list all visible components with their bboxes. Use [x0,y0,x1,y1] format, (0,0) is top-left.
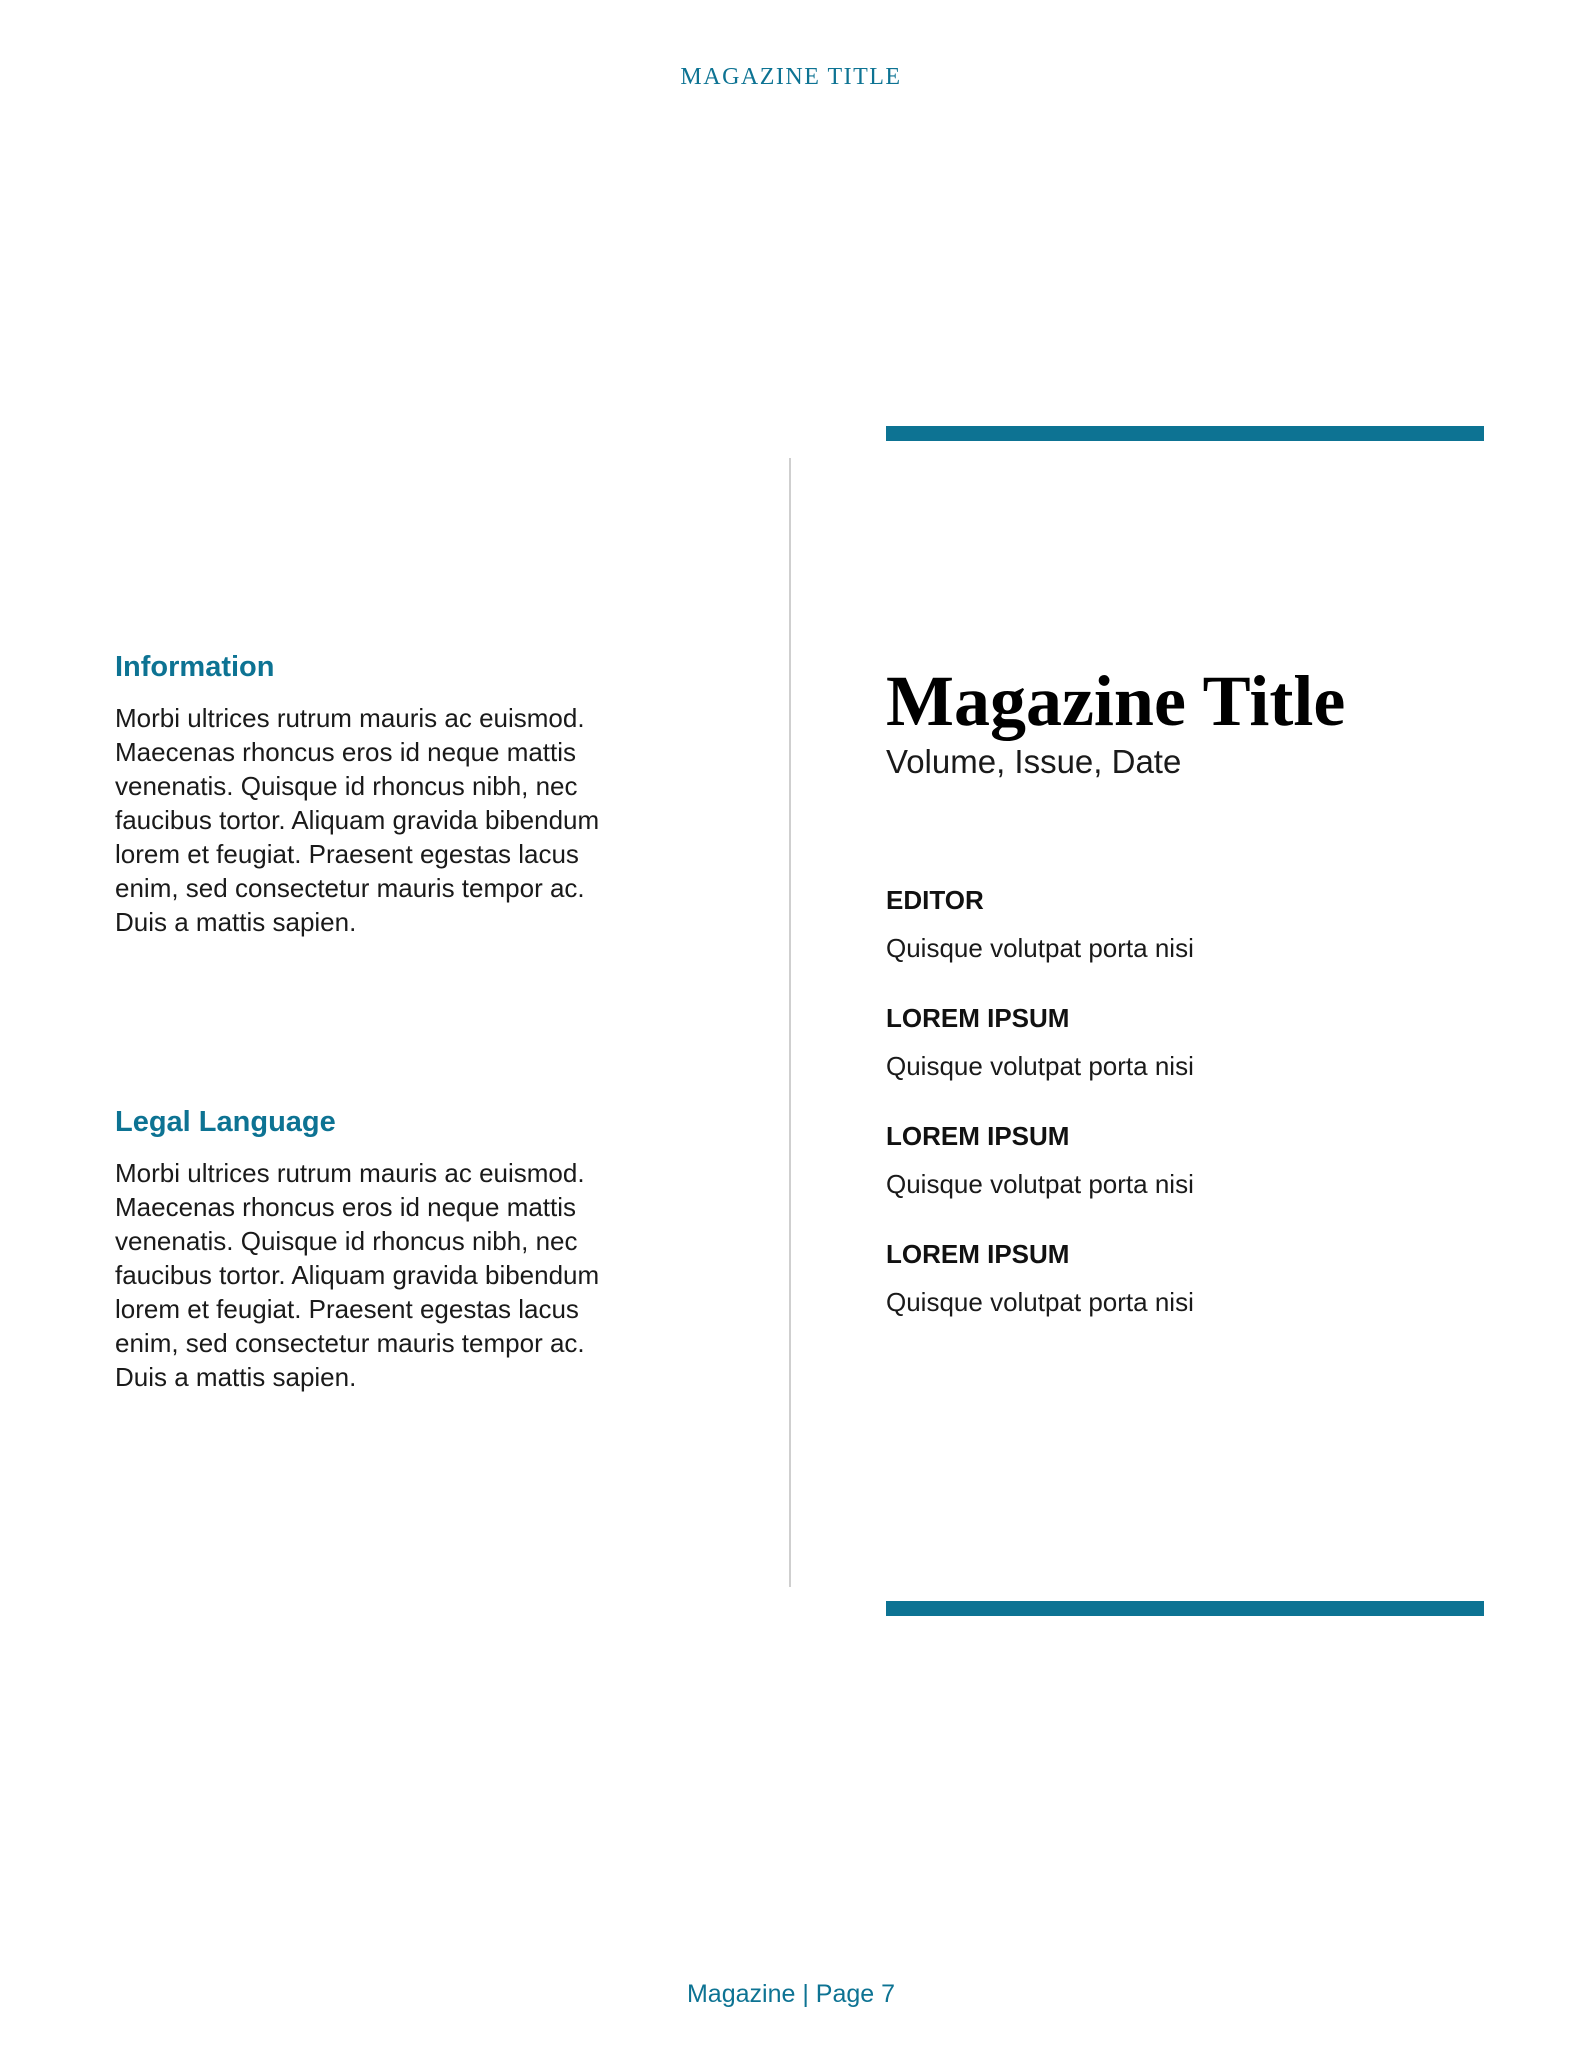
credit-item [886,1120,1486,1200]
accent-rule-bottom [886,1601,1484,1616]
column-divider [789,458,791,1587]
page-footer: Magazine | Page 7 [686,1980,896,2008]
running-header-title: MAGAZINE TITLE [680,64,902,90]
legal-section [115,1105,635,1394]
credit-name: Quisque volutpat porta nisi [886,1287,1194,1317]
credits-list [886,884,1486,1356]
credit-name: Quisque volutpat porta nisi [886,933,1194,963]
masthead [886,660,1506,782]
information-section [115,650,635,939]
credit-item [886,884,1486,964]
credit-role: EDITOR [886,885,984,915]
credit-name: Quisque volutpat porta nisi [886,1169,1194,1199]
information-heading: Information [115,651,275,683]
credit-role: LOREM IPSUM [886,1239,1070,1269]
credit-item [886,1238,1486,1318]
legal-heading: Legal Language [115,1106,336,1138]
magazine-title: Magazine Title [886,661,1346,741]
credit-name: Quisque volutpat porta nisi [886,1051,1194,1081]
credit-role: LOREM IPSUM [886,1003,1070,1033]
magazine-subtitle: Volume, Issue, Date [886,743,1182,780]
information-body: Morbi ultrices rutrum mauris ac euismod. Maecenas rhoncus eros id neque mattis venenatis. Quisque id rhoncus nibh, nec faucibus tortor. Aliquam gravida bibendum lorem et feugiat. Praesent egestas lacus enim, sed consectetur mauris tempor ac. Duis a mattis sapien. [115,702,600,937]
accent-rule-top [886,426,1484,441]
credit-role: LOREM IPSUM [886,1121,1070,1151]
legal-body: Morbi ultrices rutrum mauris ac euismod. Maecenas rhoncus eros id neque mattis venenatis. Quisque id rhoncus nibh, nec faucibus tortor. Aliquam gravida bibendum lorem et feugiat. Praesent egestas lacus enim, sed consectetur mauris tempor ac. Duis a mattis sapien. [115,1157,600,1392]
credit-item [886,1002,1486,1082]
